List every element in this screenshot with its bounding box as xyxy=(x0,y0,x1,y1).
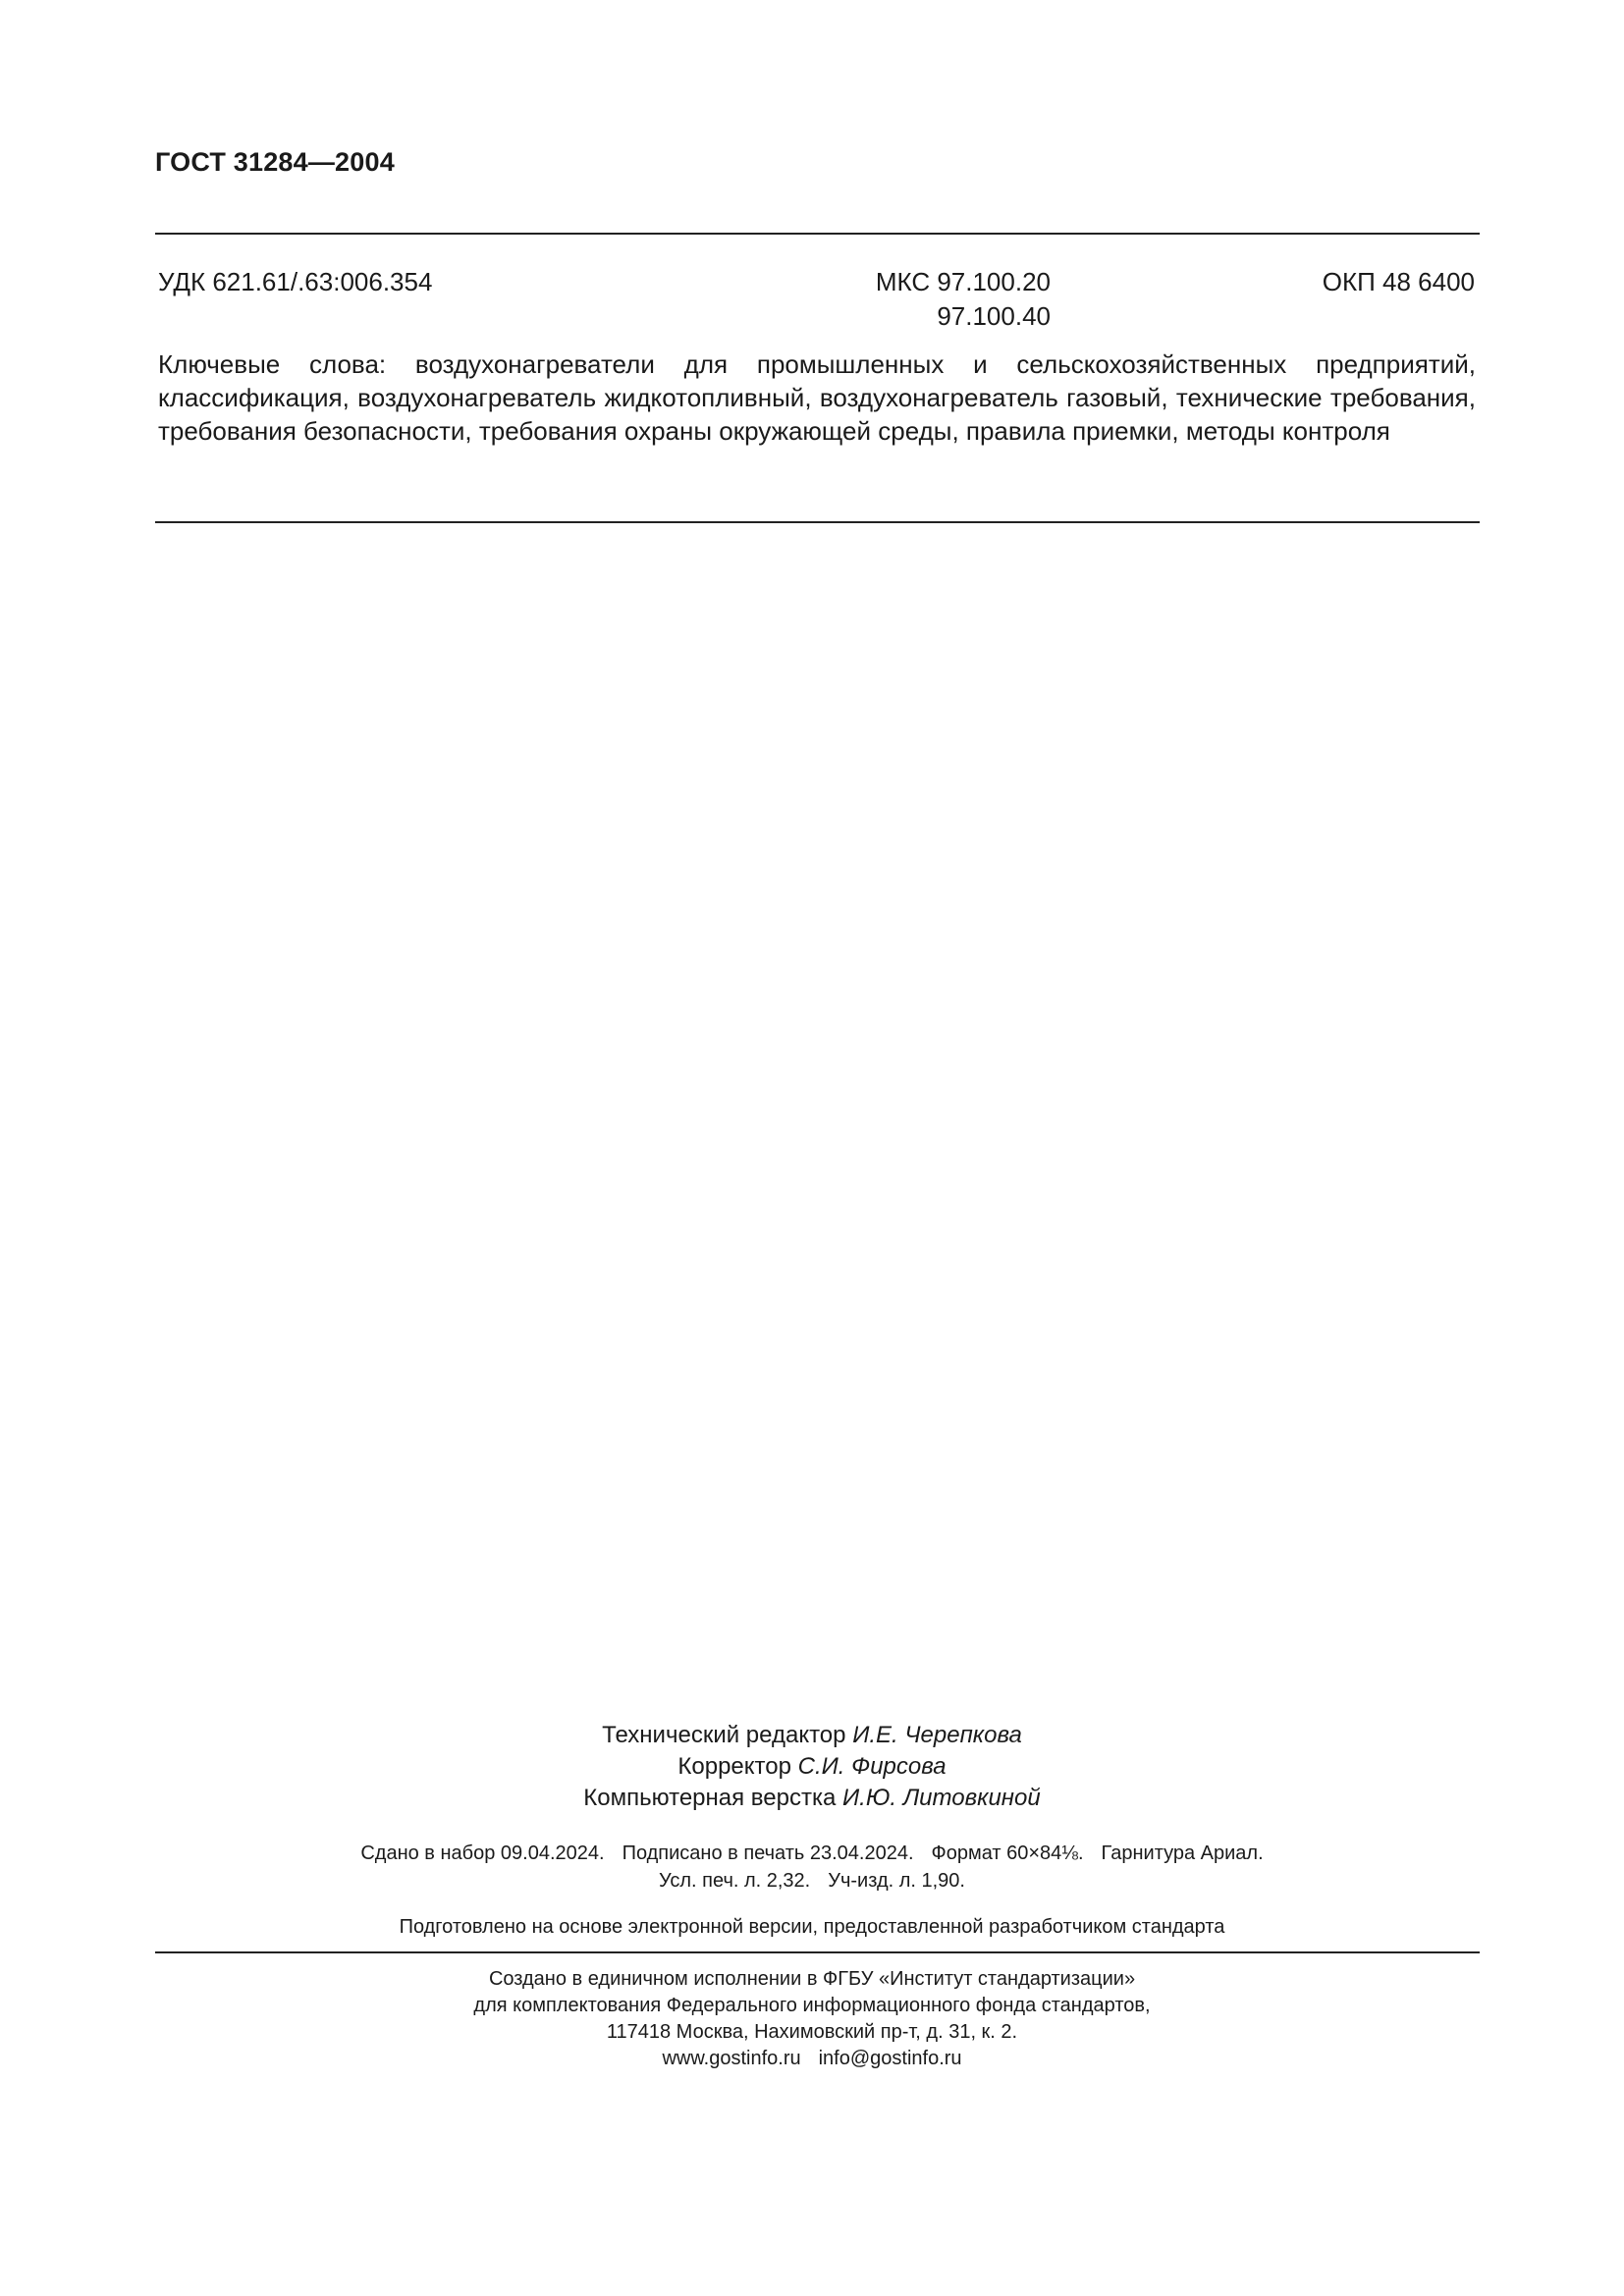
print-details-line-2 xyxy=(0,1867,1624,1895)
keywords-divider xyxy=(155,521,1480,523)
layout-role: Компьютерная верстка xyxy=(583,1785,837,1811)
typeset-date: Сдано в набор 09.04.2024. xyxy=(360,1842,605,1864)
corrector-line xyxy=(0,1751,1624,1783)
credits-block xyxy=(0,1720,1624,1814)
print-format: Формат 60×84⅛. xyxy=(931,1842,1084,1864)
tech-editor-line xyxy=(0,1720,1624,1751)
okp-code: ОКП 48 6400 xyxy=(1322,267,1475,296)
document-id: ГОСТ 31284—2004 xyxy=(155,147,395,177)
publisher-address: 117418 Москва, Нахимовский пр-т, д. 31, к. 2. xyxy=(606,2021,1018,2043)
prepared-note: Подготовлено на основе электронной версии, предоставленной разработчиком стандарта xyxy=(399,1916,1225,1938)
tech-editor-name: И.Е. Черепкова xyxy=(852,1722,1022,1748)
mks-code-2: 97.100.40 xyxy=(937,301,1051,331)
print-details-line-1 xyxy=(0,1840,1624,1867)
website-link[interactable]: www.gostinfo.ru xyxy=(662,2048,801,2069)
email-link[interactable]: info@gostinfo.ru xyxy=(818,2048,962,2069)
udk-code: УДК 621.61/.63:006.354 xyxy=(158,267,433,296)
print-details xyxy=(0,1840,1624,1895)
mks-codes xyxy=(863,265,1051,334)
publisher-line-1: Создано в единичном исполнении в ФГБУ «Институт стандартизации» xyxy=(488,1968,1136,1990)
signed-date: Подписано в печать 23.04.2024. xyxy=(622,1842,914,1864)
typeface: Гарнитура Ариал. xyxy=(1101,1842,1264,1864)
top-divider xyxy=(155,233,1480,235)
publisher-divider xyxy=(155,1951,1480,1953)
corrector-role: Корректор xyxy=(677,1753,791,1780)
mks-code-1: МКС 97.100.20 xyxy=(875,267,1051,296)
publisher-block xyxy=(0,1966,1624,2072)
layout-name: И.Ю. Литовкиной xyxy=(842,1785,1041,1811)
tech-editor-role: Технический редактор xyxy=(602,1722,846,1748)
print-sheets: Усл. печ. л. 2,32. xyxy=(659,1870,811,1892)
publisher-contacts xyxy=(0,2046,1624,2072)
publishing-sheets: Уч-изд. л. 1,90. xyxy=(828,1870,965,1892)
corrector-name: С.И. Фирсова xyxy=(797,1753,947,1780)
publisher-line-2: для комплектования Федерального информационного фонда стандартов, xyxy=(473,1995,1151,2016)
keywords-paragraph: Ключевые слова: воздухонагреватели для промышленных и сельскохозяйственных предприятий, классификация, воздухонагреватель жидкотопливный, воздухонагреватель газовый, технические требования, требования безопасности, требования охраны окружающей среды, правила приемки, методы контроля xyxy=(158,349,1476,446)
layout-line xyxy=(0,1783,1624,1814)
